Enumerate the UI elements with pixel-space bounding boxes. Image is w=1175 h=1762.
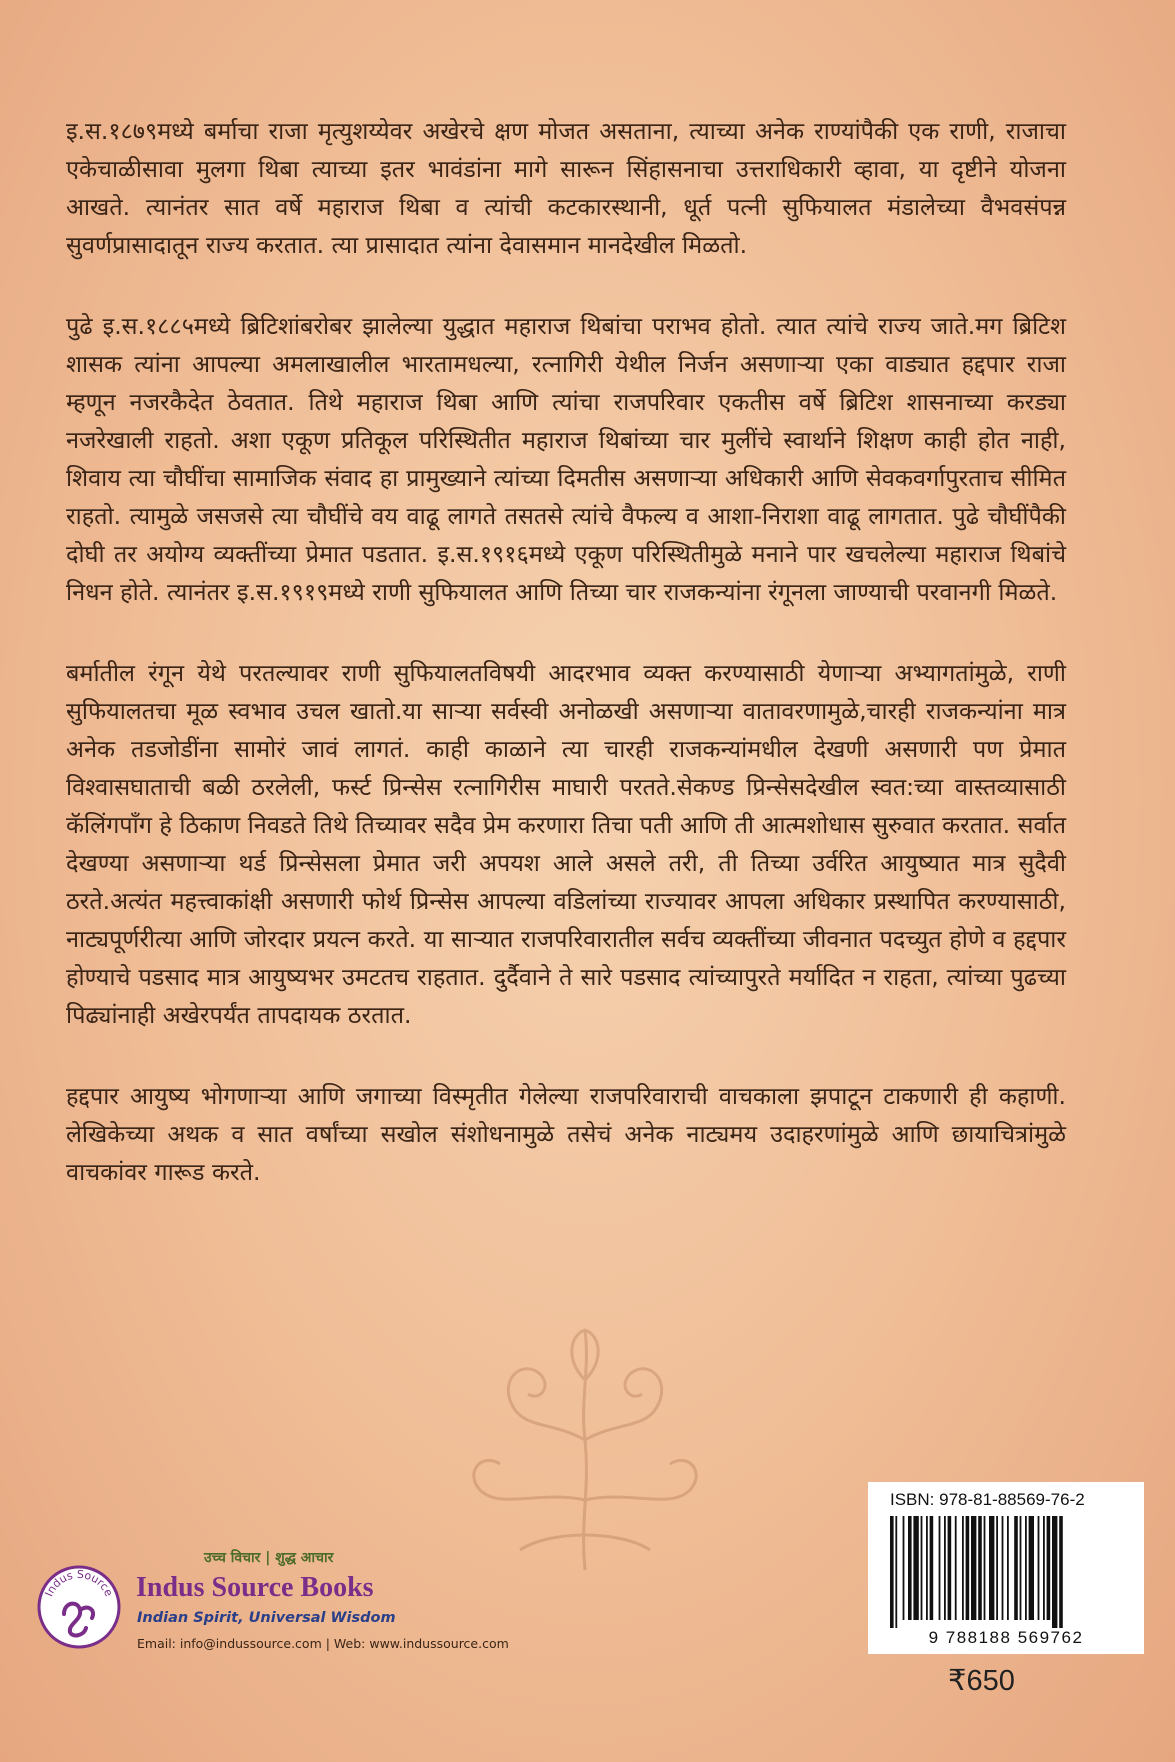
synopsis-paragraph-1: इ.स.१८७९मध्ये बर्माचा राजा मृत्युशय्येवर अखेरचे क्षण मोजत असताना, त्याच्या अनेक राण्यांपैकी एक राणी, राजाचा एकेचाळीसावा मुलगा थिबा त्याच्या इतर भावंडांना मागे सारून सिंहासनाचा उत्तराधिकारी व्हावा, या दृष्टीने योजना आखते. त्यानंतर सात वर्षे महाराज थिबा व त्यांची कटकारस्थानी, धूर्त पत्नी सुफियालत मंडालेच्या वैभवसंपन्न सुवर्णप्रासादातून राज्य करतात. त्या प्रासादात त्यांना देवासमान मानदेखील मिळतो. [66,117,1066,259]
barcode-bar [1043,1516,1045,1620]
synopsis-paragraph-4: हद्दपार आयुष्य भोगणाऱ्या आणि जगाच्या विस्मृतीत गेलेल्या राजपरिवाराची वाचकाला झपाटून टाकणारी ही कहाणी. लेखिकेच्या अथक व सात वर्षांच्या सखोल संशोधनामुळे तसेचं अनेक नाट्यमय उदाहरणांमुळे आणि छायाचित्रांमुळे वाचकांवर गारूड करते. [66,1082,1066,1186]
synopsis-paragraph-3: बर्मातील रंगून येथे परतल्यावर राणी सुफियालतविषयी आदरभाव व्यक्त करण्यासाठी येणाऱ्या अभ्यागतांमुळे, राणी सुफियालतचा मूळ स्वभाव उचल खातो.या साऱ्या सर्वस्वी अनोळखी असणाऱ्या वातावरणामुळे,चारही राजकन्यांना मात्र अनेक तडजोडींना सामोरं जावं लागतं. काही काळाने त्या चारही राजकन्यांमधील देखणी असणारी पण प्रेमात विश्वासघाताची बळी ठरलेली, फर्स्ट प्रिन्सेस रत्नागिरीस माघारी परतते.सेकण्ड प्रिन्सेसदेखील स्वत:च्या वास्तव्यासाठी कॅलिंगपाँग हे ठिकाण निवडते तिथे तिच्यावर सदैव प्रेम करणारा तिचा पती आणि ती आत्मशोधास सुरुवात करतात. सर्वात देखण्या असणाऱ्या थर्ड प्रिन्सेसला प्रेमात जरी अपयश आले असले तरी, ती तिच्या उर्वरित आयुष्यात मात्र सुदैवी ठरते.अत्यंत महत्त्वाकांक्षी असणारी फोर्थ प्रिन्सेस आपल्या वडिलांच्या राज्यावर आपला अधिकार प्रस्थापित करण्यासाठी, नाट्यपूर्णरीत्या आणि जोरदार प्रयत्न करते. या साऱ्यात राजपरिवारातील सर्वच व्यक्तींच्या जीवनात पदच्युत होणे व हद्दपार होण्याचे पडसाद मात्र आयुष्यभर उमटतच राहतात. दुर्दैवाने ते सारे पडसाद त्यांच्यापुरते मर्यादित न राहता, त्यांच्या पुढच्या पिढ्यांनाही अखेरपर्यंत तापदायक ठरतात. [66,659,1066,1029]
barcode-bar [1038,1516,1040,1620]
barcode-bar [926,1516,928,1620]
barcode-bar [955,1516,957,1620]
barcode-bar [913,1516,918,1620]
barcode-bar [944,1516,946,1620]
publisher-slogan: Indian Spirit, Universal Wisdom [137,1610,396,1626]
publisher-contact: Email: info@indussource.com | Web: www.indussource.com [137,1636,509,1651]
synopsis-paragraph-2: पुढे इ.स.१८८५मध्ये ब्रिटिशांबरोबर झालेल्या युद्धात महाराज थिबांचा पराभव होतो. त्यात त्यांचे राज्य जाते.मग ब्रिटिश शासक त्यांना आपल्या अमलाखालील भारतामधल्या, रत्नागिरी येथील निर्जन असणाऱ्या एका वाड्यात हद्दपार राजा म्हणून नजरकैदेत ठेवतात. तिथे महाराज थिबा आणि त्यांचा राजपरिवार एकतीस वर्षे ब्रिटिश शासनाच्या करड्या नजरेखाली राहतो. अशा एकूण प्रतिकूल परिस्थितीत महाराज थिबांच्या चार मुलींचे स्वार्थाने शिक्षण काही होत नाही, शिवाय त्या चौघींचा सामाजिक संवाद हा प्रामुख्याने त्यांच्या दिमतीस असणाऱ्या अधिकारी आणि सेवकवर्गापुरताच सीमित राहतो. त्यामुळे जसजसे त्या चौघींचे वय वाढू लागते तसतसे त्यांचे वैफल्य व आशा-निराशा वाढू लागतात. पुढे चौघींपैकी दोघी तर अयोग्य व्यक्तींच्या प्रेमात पडतात. इ.स.१९१६मध्ये एकूण परिस्थितीमुळे मनाने पार खचलेल्या महाराज थिबांचे निधन होते. त्यानंतर इ.स.१९१९मध्ये राणी सुफियालत आणि तिच्या चार राजकन्यांना रंगूनला जाण्याची परवानगी मिळते. [66,312,1066,606]
barcode-bar [1025,1516,1027,1620]
barcode-bar [930,1516,934,1620]
barcode-bar [1029,1516,1034,1620]
publisher-block [36,1542,556,1672]
publisher-logo-icon [36,1564,122,1650]
publisher-name: Indus Source Books [136,1572,374,1603]
publisher-tagline: उच्च विचार | शुद्ध आचार [204,1550,334,1566]
barcode-bar [948,1516,952,1620]
barcode-bar [890,1516,894,1628]
synopsis [66,112,1066,1234]
barcode-bar [1052,1516,1057,1628]
barcode-bar [1020,1516,1022,1620]
barcode-bar [989,1516,994,1620]
barcode-bar [895,1516,897,1628]
isbn-label: ISBN: 978-81-88569-76-2 [890,1490,1085,1509]
barcode-bar [908,1516,912,1620]
barcode-number: 9 788188 569762 [928,1628,1084,1647]
barcode-bar [971,1516,976,1620]
barcode-bar [966,1516,970,1620]
barcode-bar [1059,1516,1063,1628]
barcode-bar [962,1516,964,1620]
price-label: ₹650 [948,1665,1015,1697]
barcode-bar [984,1516,986,1620]
barcode-bar [1002,1516,1004,1620]
logo-text: Indus Source [42,1567,116,1599]
barcode-bar [921,1516,923,1620]
barcode-bar [978,1516,982,1620]
barcode-panel [868,1482,1144,1654]
barcode-icon [886,1516,1126,1628]
barcode-bar [939,1516,941,1620]
barcode-bar [996,1516,998,1620]
barcode-bar [1007,1516,1009,1620]
barcode-bar [1014,1516,1018,1620]
barcode-bar [1047,1516,1051,1620]
barcode-bar [903,1516,905,1620]
